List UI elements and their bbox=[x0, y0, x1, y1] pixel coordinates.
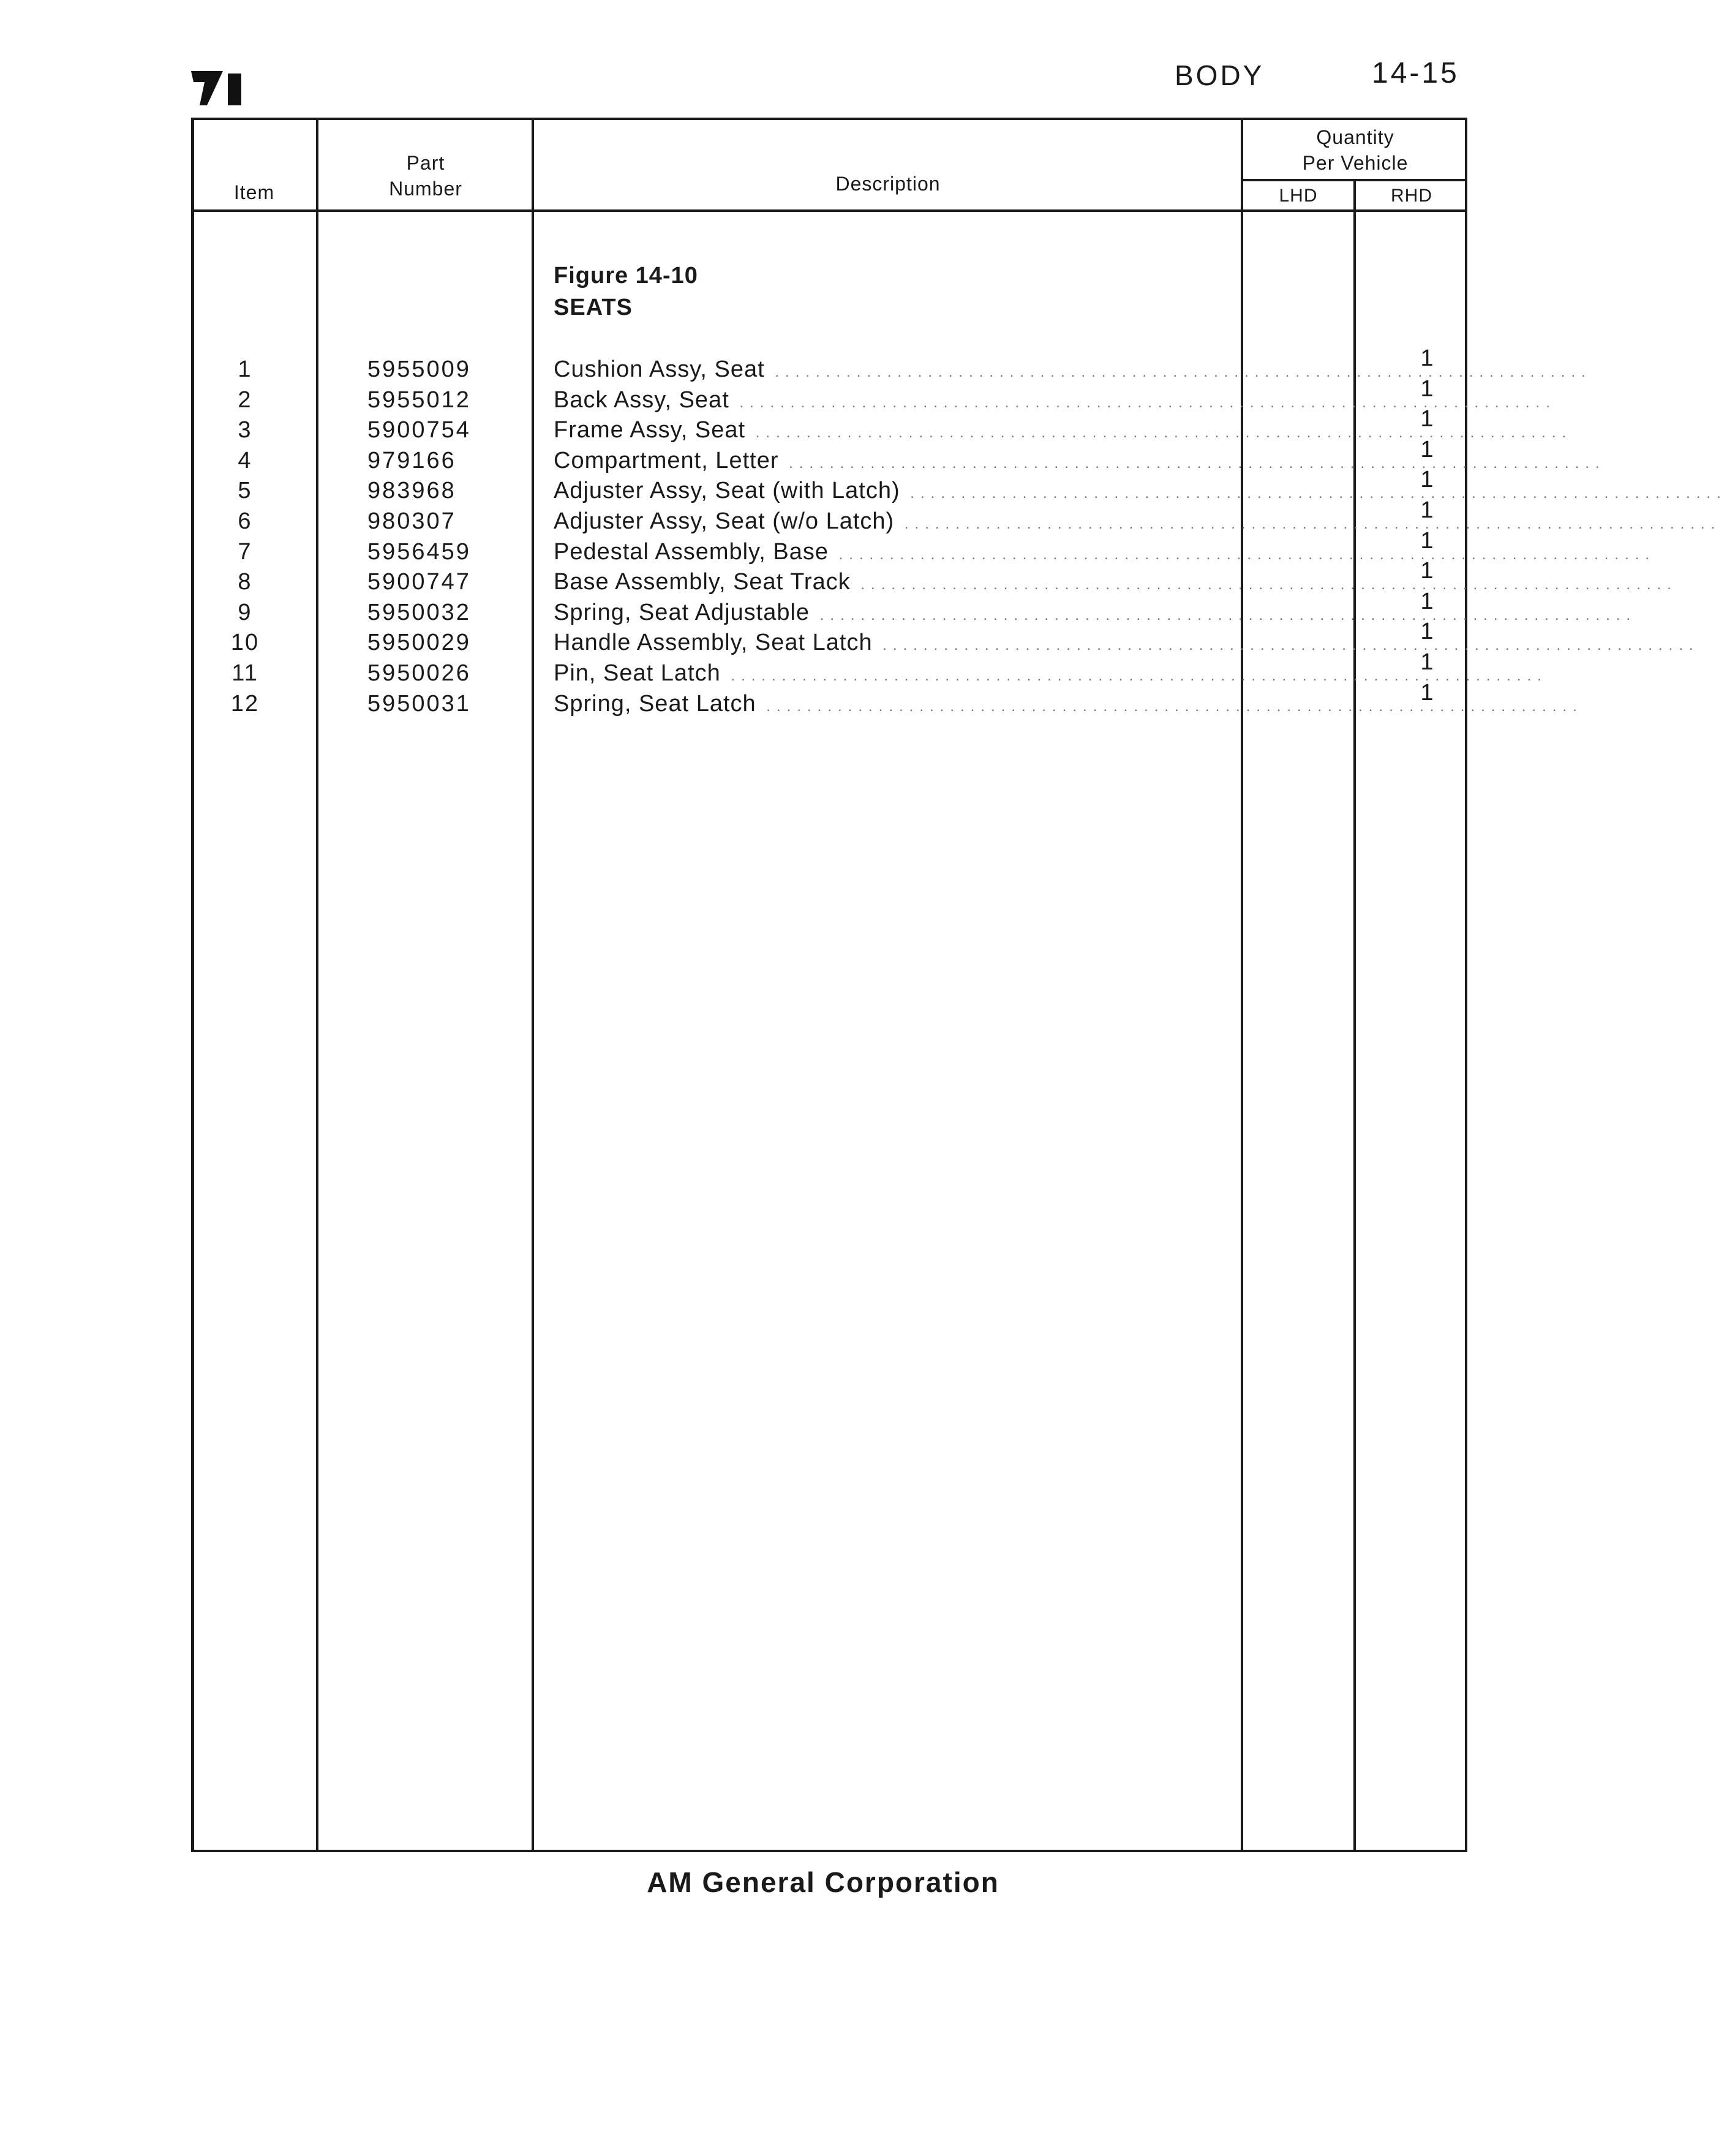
part-number: 5955012 bbox=[367, 386, 471, 413]
part-number: 5950026 bbox=[367, 660, 471, 686]
leader-dots: ................................................................................ bbox=[900, 485, 1727, 502]
rhd-quantity: 1 bbox=[1420, 527, 1434, 554]
part-description-text: Spring, Seat Latch bbox=[554, 690, 756, 717]
rhd-quantity: 1 bbox=[1420, 375, 1434, 402]
figure-heading bbox=[554, 260, 698, 323]
item-number: 7 bbox=[238, 538, 252, 565]
leader-dots: ................................................................................ bbox=[810, 606, 1637, 624]
part-description bbox=[554, 537, 1656, 570]
part-number: 980307 bbox=[367, 508, 456, 534]
rhd-quantity: 1 bbox=[1420, 649, 1434, 675]
item-number: 2 bbox=[238, 386, 252, 413]
rhd-quantity: 1 bbox=[1420, 406, 1434, 432]
item-number: 10 bbox=[230, 630, 260, 656]
table-row bbox=[0, 679, 1583, 719]
part-description-text: Back Assy, Seat bbox=[554, 386, 729, 413]
table-row bbox=[0, 619, 1699, 658]
part-description-text: Compartment, Letter bbox=[554, 447, 779, 473]
item-number: 1 bbox=[238, 356, 252, 382]
column-header-part-line2: Number bbox=[389, 178, 462, 200]
figure-title: SEATS bbox=[554, 295, 633, 320]
part-description bbox=[554, 688, 1583, 722]
item-number: 4 bbox=[238, 447, 252, 473]
page-number: 14-15 bbox=[1372, 57, 1459, 89]
item-number: 3 bbox=[238, 417, 252, 443]
rhd-quantity: 1 bbox=[1420, 679, 1434, 706]
part-number: 5950032 bbox=[367, 599, 471, 625]
table-row bbox=[0, 375, 1556, 415]
item-number: 9 bbox=[238, 599, 252, 625]
rhd-quantity: 1 bbox=[1420, 345, 1434, 371]
item-number: 11 bbox=[231, 660, 258, 686]
part-description-text: Handle Assembly, Seat Latch bbox=[554, 630, 873, 656]
part-number: 5900754 bbox=[367, 417, 471, 443]
part-description-text: Spring, Seat Adjustable bbox=[554, 599, 810, 625]
part-description bbox=[554, 567, 1677, 600]
item-number: 6 bbox=[238, 508, 252, 534]
part-number: 983968 bbox=[367, 478, 456, 504]
part-description-text: Cushion Assy, Seat bbox=[554, 356, 765, 382]
column-header-part-line1: Part bbox=[406, 152, 445, 174]
part-number: 5955009 bbox=[367, 356, 471, 382]
leader-dots: ................................................................................ bbox=[872, 637, 1699, 654]
leader-dots: ................................................................................ bbox=[778, 454, 1606, 472]
part-description bbox=[554, 475, 1727, 509]
item-number: 5 bbox=[238, 478, 252, 504]
part-description bbox=[554, 385, 1556, 418]
rhd-quantity: 1 bbox=[1420, 619, 1434, 645]
leader-dots: ................................................................................ bbox=[894, 516, 1721, 532]
part-description bbox=[554, 354, 1592, 388]
item-number: 12 bbox=[230, 690, 260, 717]
table-row bbox=[0, 527, 1656, 567]
rhd-quantity: 1 bbox=[1420, 467, 1434, 493]
leader-dots: ................................................................................ bbox=[850, 576, 1677, 594]
part-description-text: Frame Assy, Seat bbox=[554, 417, 746, 443]
leader-dots: ................................................................................ bbox=[764, 364, 1592, 380]
item-number: 8 bbox=[238, 569, 252, 595]
column-header-lhd: LHD bbox=[1279, 186, 1318, 206]
part-number: 5900747 bbox=[367, 569, 471, 595]
quantity-subheader-rule bbox=[1241, 179, 1467, 181]
table-row bbox=[0, 558, 1677, 597]
column-header-quantity-line1: Quantity bbox=[1316, 126, 1394, 148]
part-description-text: Base Assembly, Seat Track bbox=[554, 569, 851, 595]
footer-company: AM General Corporation bbox=[647, 1866, 999, 1898]
part-description bbox=[554, 506, 1721, 540]
leader-dots: ................................................................................ bbox=[745, 424, 1573, 442]
table-row bbox=[0, 406, 1573, 445]
part-description-text: Pin, Seat Latch bbox=[554, 660, 721, 686]
table-row bbox=[0, 497, 1721, 537]
rhd-quantity: 1 bbox=[1420, 558, 1434, 584]
part-description-text: Adjuster Assy, Seat (w/o Latch) bbox=[554, 508, 895, 534]
leader-dots: ................................................................................ bbox=[729, 394, 1556, 411]
table-row bbox=[0, 436, 1606, 476]
table-row bbox=[0, 588, 1637, 628]
rhd-quantity: 1 bbox=[1420, 588, 1434, 614]
column-header-rhd: RHD bbox=[1391, 186, 1432, 206]
leader-dots: ................................................................................ bbox=[756, 698, 1583, 715]
part-description bbox=[554, 445, 1606, 479]
figure-label: Figure 14-10 bbox=[554, 263, 698, 288]
table-row bbox=[0, 345, 1592, 385]
part-description bbox=[554, 658, 1548, 692]
section-title: BODY bbox=[1175, 59, 1265, 91]
part-description bbox=[554, 415, 1573, 448]
part-number: 5950031 bbox=[367, 690, 471, 717]
column-header-item: Item bbox=[233, 181, 275, 203]
part-description-text: Adjuster Assy, Seat (with Latch) bbox=[554, 478, 900, 504]
leader-dots: ................................................................................ bbox=[828, 546, 1656, 563]
column-header-quantity-line2: Per Vehicle bbox=[1302, 152, 1409, 174]
leader-dots: ................................................................................ bbox=[720, 668, 1548, 684]
part-number: 979166 bbox=[367, 447, 456, 473]
table-row bbox=[0, 467, 1727, 506]
rhd-quantity: 1 bbox=[1420, 436, 1434, 462]
publisher-logo-icon bbox=[191, 71, 244, 105]
table-row bbox=[0, 649, 1548, 688]
part-number: 5950029 bbox=[367, 630, 471, 656]
part-description bbox=[554, 627, 1699, 661]
part-number: 5956459 bbox=[367, 538, 471, 565]
part-description-text: Pedestal Assembly, Base bbox=[554, 538, 829, 565]
column-header-description: Description bbox=[835, 173, 941, 195]
rhd-quantity: 1 bbox=[1420, 497, 1434, 523]
part-description bbox=[554, 597, 1637, 631]
header-rule bbox=[191, 209, 1467, 212]
